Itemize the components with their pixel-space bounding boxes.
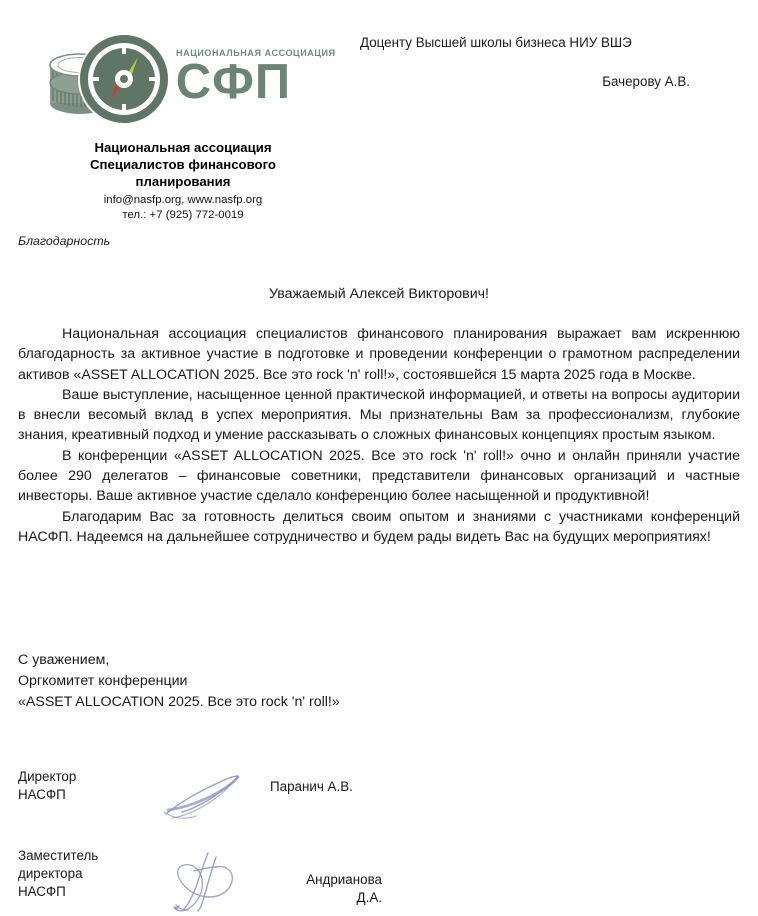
logo-association-text: НАЦИОНАЛЬНАЯ АССОЦИАЦИЯ <box>175 47 336 58</box>
closing-line-3: «ASSET ALLOCATION 2025. Все это rock 'n' roll!» <box>18 693 340 710</box>
signatory-title-line-3: НАСФП <box>18 883 66 899</box>
addressee-position: Доценту Высшей школы бизнеса НИУ ВШЭ <box>360 35 632 50</box>
signatory-name <box>270 847 382 907</box>
contact-phone: тел.: +7 (925) 772-0019 <box>122 208 244 221</box>
salutation: Уважаемый Алексей Викторович! <box>269 286 489 302</box>
org-name-line-2: Специалистов финансового <box>90 156 276 172</box>
addressee-block <box>360 33 690 92</box>
org-name-line-1: Национальная ассоциация <box>94 140 272 155</box>
closing-line-1: С уважением, <box>18 652 110 668</box>
signatory-title-line-2: директора <box>18 865 83 881</box>
signatory-title <box>18 847 158 900</box>
letterhead-block <box>18 26 348 223</box>
letterhead-header <box>0 0 758 232</box>
signatory-name: Паранич А.В. <box>270 779 353 794</box>
signatory-title-line-2: НАСФП <box>18 786 66 802</box>
letter-body <box>18 286 740 547</box>
signatory-name-line-2: Д.А. <box>356 889 382 905</box>
document-kind-label: Благодарность <box>18 234 111 248</box>
signature-mark-andrianova <box>158 847 270 907</box>
body-paragraph: Благодарим Вас за готовность делиться своим опытом и знаниями с участниками конференций НАСФП. Надеемся на дальнейшее сотрудничество и будем рады видеть Вас на будущих мероприятиях! <box>18 508 740 545</box>
closing-block <box>18 650 340 713</box>
signature-mark-paranich <box>158 768 270 828</box>
compass-coins-logo-icon <box>42 27 174 127</box>
org-name-line-3: планирования <box>135 173 231 189</box>
addressee-name: Бачерову А.В. <box>602 74 690 90</box>
signatory-title-line-1: Заместитель <box>18 848 99 863</box>
body-paragraph: Национальная ассоциация специалистов финансового планирования выражает вам искреннюю благодарность за активное участие в подготовке и проведении конференции о грамотном распределении активов «ASSET ALLOCATION 2025. Все это rock 'n' roll!», состоявшейся 15 марта 2025 года в Москве. <box>18 326 740 383</box>
signature-row <box>18 768 438 830</box>
organization-name <box>18 140 348 191</box>
contact-email-website: info@nasfp.org, www.nasfp.org <box>103 193 263 206</box>
closing-line-2: Оргкомитет конференции <box>18 672 188 689</box>
signatory-title-line-1: Директор <box>18 769 77 784</box>
body-paragraph: В конференции «ASSET ALLOCATION 2025. Все это rock 'n' roll!» очно и онлайн приняли участие более 290 делегатов – финансовые советники, представители финансовых организаций и частные инвесторы. Ваше активное участие сделало конференцию более насыщенной и продуктивной! <box>18 447 740 505</box>
nasfp-logo <box>34 26 348 128</box>
signature-row <box>18 847 438 909</box>
organization-contacts <box>18 193 348 223</box>
logo-wordmark <box>175 47 341 110</box>
signatory-name-line-1: Андрианова <box>306 872 382 887</box>
signatory-title <box>18 768 158 804</box>
body-paragraph: Ваше выступление, насыщенное ценной практической информацией, и ответы на вопросы аудитории в внесли весомый вклад в успех мероприятия. Мы признательны Вам за профессионализм, глубокие знания, креативный подход и умение рассказывать о сложных финансовых концепциях простым языком. <box>18 386 740 444</box>
signature-block <box>18 768 438 909</box>
logo-abbreviation: СФП <box>175 55 292 110</box>
